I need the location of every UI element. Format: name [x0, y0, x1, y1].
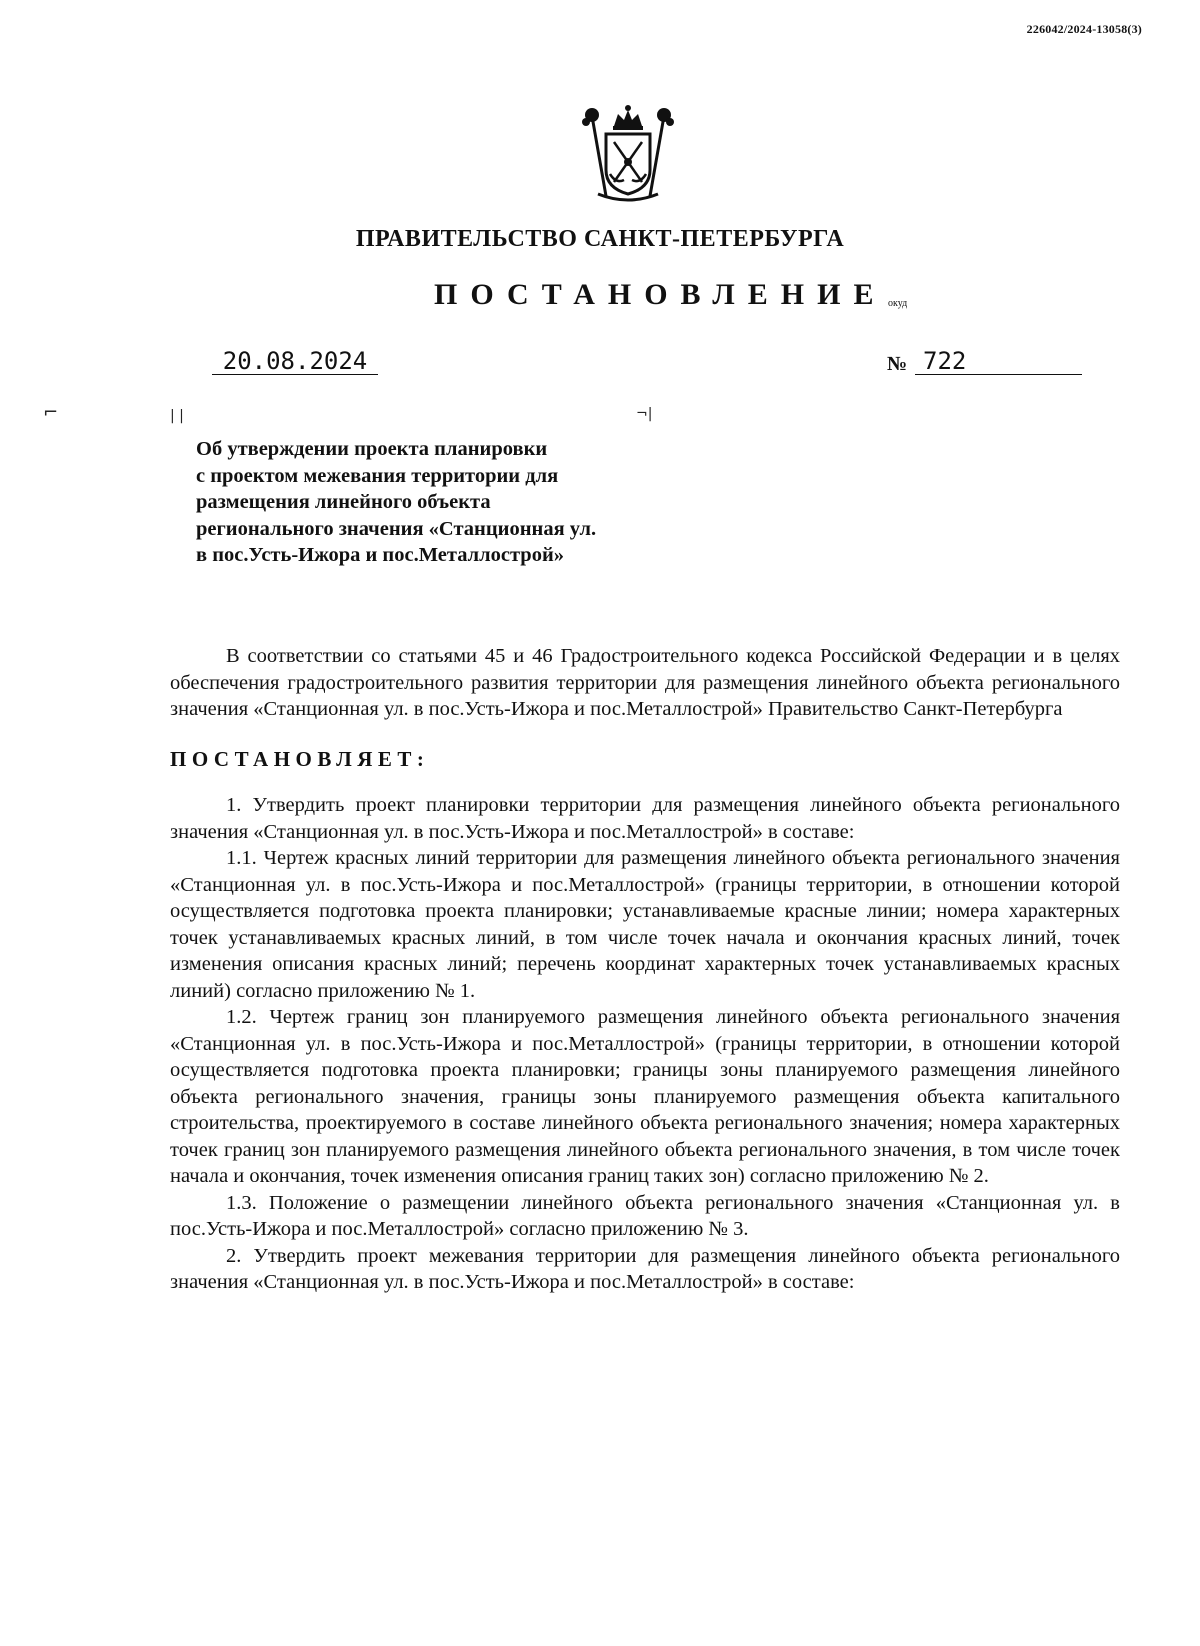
corner-mark-subject-right: ¬| [636, 406, 653, 422]
document-type-title: ПОСТАНОВЛЕНИЕ [434, 278, 887, 311]
subject-line: размещения линейного объекта [196, 491, 491, 513]
issuing-authority: ПРАВИТЕЛЬСТВО САНКТ-ПЕТЕРБУРГА [355, 226, 845, 252]
resolve-heading: ПОСТАНОВЛЯЕТ: [170, 746, 430, 771]
preamble-paragraph: В соответствии со статьями 45 и 46 Градостроительного кодекса Российской Федерации и в целях обеспечения градостроительного развития территории для размещения линейного объекта регионального значения «Станционная ул. в пос.Усть-Ижора и пос.Металлострой» Правительство Санкт-Петербурга [170, 645, 1120, 720]
clause-1-1: 1.1. Чертеж красных линий территории для размещения линейного объекта регионального значения «Станционная ул. в пос.Усть-Ижора и пос.Металлострой» (границы территории, в отношении которой осуществляется подготовка проекта планировки; устанавливаемые красные линии; номера характерных точек устанавливаемых красных линий, в том числе точек начала и окончания красных линий, точек изменения описания красных линий; перечень координат характерных точек устанавливаемых красных линий) согласно приложению № 1. [170, 847, 1120, 1002]
subject-line: с проектом межевания территории для [196, 464, 559, 487]
clause-1-3: 1.3. Положение о размещении линейного объекта регионального значения «Станционная ул. в пос.Усть-Ижора и пос.Металлострой» согласно приложению № 3. [170, 1191, 1120, 1240]
clause-1-2: 1.2. Чертеж границ зон планируемого размещения линейного объекта регионального значения «Станционная ул. в пос.Усть-Ижора и пос.Металлострой» (границы территории, в отношении которой осуществляется подготовка проекта планировки; границы зоны планируемого размещения линейного объекта регионального значения, границы зоны планируемого размещения объекта капитального строительства, проектируемого в составе линейного объекта регионального значения; номера характерных точек границ зон планируемого размещения линейного объекта регионального значения, в том числе точек начала и окончания, точек изменения описания границ таких зон) согласно приложению № 2. [170, 1006, 1120, 1187]
document-registration-number: 226042/2024-13058(3) [1026, 22, 1142, 36]
okud-label: окуд [888, 298, 908, 309]
document-date: 20.08.2024 [212, 348, 378, 375]
subject-line: в пос.Усть-Ижора и пос.Металлострой» [196, 544, 565, 566]
document-body [170, 643, 1120, 1296]
coat-of-arms-icon [580, 104, 676, 204]
corner-mark-left: ⌐ [43, 402, 59, 423]
subject-line: Об утверждении проекта планировки [196, 438, 548, 460]
subject-title [196, 436, 656, 569]
document-number: 722 [915, 348, 1082, 375]
subject-line: регионального значения «Станционная ул. [196, 517, 597, 540]
corner-mark-subject-left: | | [170, 408, 184, 424]
clause-2: 2. Утвердить проект межевания территории для размещения линейного объекта регионального значения «Станционная ул. в пос.Усть-Ижора и пос.Металлострой» в составе: [170, 1244, 1120, 1293]
number-label: № [887, 353, 908, 375]
clause-1: 1. Утвердить проект планировки территории для размещения линейного объекта регионального значения «Станционная ул. в пос.Усть-Ижора и пос.Металлострой» в составе: [170, 794, 1120, 843]
